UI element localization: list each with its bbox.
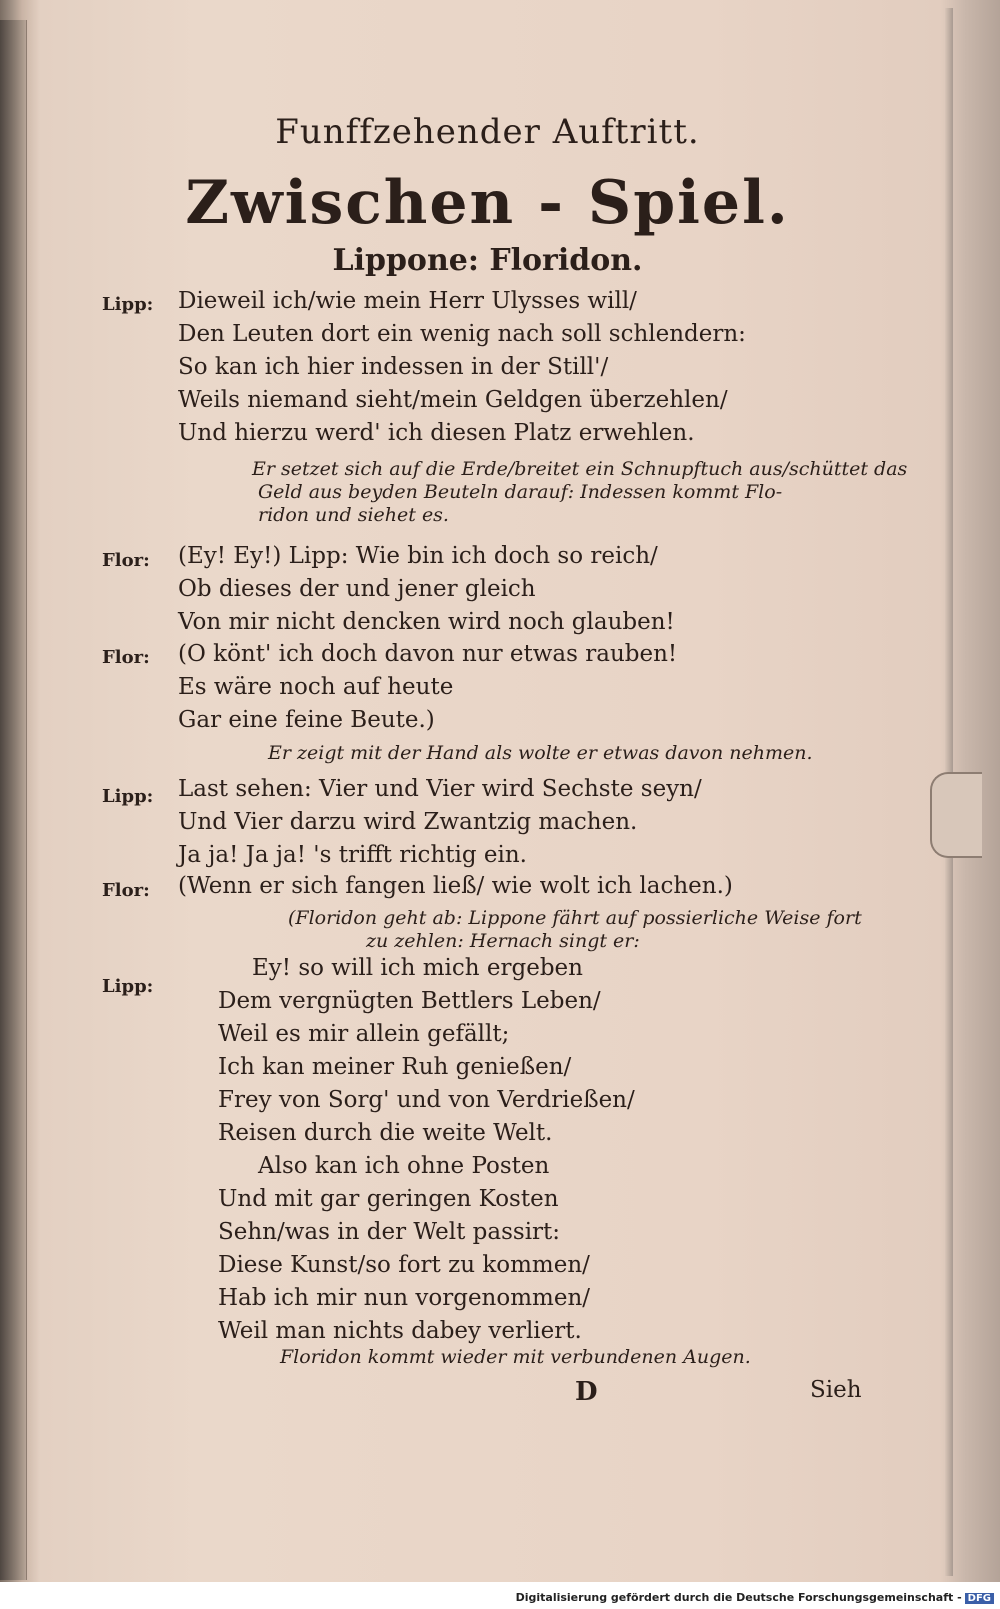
stage-direction: Er setzet sich auf die Erde/breitet ein Schnupftuch aus/schüttet das	[252, 458, 908, 480]
verse-line: Gar eine feine Beute.)	[178, 707, 435, 733]
heading-auftritt: Funffzehender Auftritt.	[275, 112, 700, 152]
speaker-label: Lipp:	[102, 294, 154, 315]
speaker-label: Flor:	[102, 647, 150, 668]
stage-direction: zu zehlen: Hernach singt er:	[366, 930, 640, 952]
verse-line: Den Leuten dort ein wenig nach soll schlendern:	[178, 321, 746, 347]
song-line: Hab ich mir nun vorgenommen/	[218, 1285, 591, 1311]
heading-persons: Lippone: Floridon.	[332, 243, 643, 278]
verse-line: Ja ja! Ja ja! 's trifft richtig ein.	[178, 842, 527, 868]
song-line: Ey! so will ich mich ergeben	[252, 955, 583, 981]
credit-text: Digitalisierung gefördert durch die Deutsche Forschungsgemeinschaft -	[515, 1591, 962, 1604]
song-line: Ich kan meiner Ruh genießen/	[218, 1054, 572, 1080]
verse-line: (Ey! Ey!) Lipp: Wie bin ich doch so reich/	[178, 543, 658, 569]
speaker-label: Lipp:	[102, 976, 154, 997]
song-line: Diese Kunst/so fort zu kommen/	[218, 1252, 590, 1278]
stage-direction: Floridon kommt wieder mit verbundenen Augen.	[280, 1346, 751, 1368]
verse-line: Es wäre noch auf heute	[178, 674, 454, 700]
verse-line: (O könt' ich doch davon nur etwas rauben!	[178, 641, 678, 667]
book-left-edge	[0, 20, 27, 1580]
song-line: Und mit gar geringen Kosten	[218, 1186, 559, 1212]
verse-line: Von mir nicht dencken wird noch glauben!	[178, 609, 675, 635]
verse-line: Und Vier darzu wird Zwantzig machen.	[178, 809, 638, 835]
verse-line: Und hierzu werd' ich diesen Platz erwehlen.	[178, 420, 695, 446]
speaker-label: Flor:	[102, 880, 150, 901]
stage-direction: Geld aus beyden Beuteln darauf: Indessen kommt Flo-	[258, 481, 783, 503]
heading-zwischenspiel: Zwischen - Spiel.	[185, 168, 790, 238]
song-line: Also kan ich ohne Posten	[258, 1153, 550, 1179]
catchword: Sieh	[810, 1377, 862, 1403]
page-content	[30, 0, 945, 1582]
verse-line: Ob dieses der und jener gleich	[178, 576, 536, 602]
song-line: Frey von Sorg' und von Verdrießen/	[218, 1087, 635, 1113]
verse-line: (Wenn er sich fangen ließ/ wie wolt ich lachen.)	[178, 873, 733, 899]
stage-direction: ridon und siehet es.	[258, 504, 449, 526]
digitization-credit	[516, 1591, 994, 1604]
signature-mark: D	[575, 1377, 598, 1407]
song-line: Sehn/was in der Welt passirt:	[218, 1219, 561, 1245]
verse-line: So kan ich hier indessen in der Still'/	[178, 354, 609, 380]
stage-direction: Er zeigt mit der Hand als wolte er etwas davon nehmen.	[268, 742, 813, 764]
speaker-label: Flor:	[102, 550, 150, 571]
verse-line: Last sehen: Vier und Vier wird Sechste seyn/	[178, 776, 702, 802]
stage-direction: (Floridon geht ab: Lippone fährt auf possierliche Weise fort	[288, 907, 862, 929]
verse-line: Dieweil ich/wie mein Herr Ulysses will/	[178, 288, 637, 314]
verse-line: Weils niemand sieht/mein Geldgen überzehlen/	[178, 387, 728, 413]
song-line: Weil man nichts dabey verliert.	[218, 1318, 582, 1344]
speaker-label: Lipp:	[102, 786, 154, 807]
dfg-logo: DFG	[965, 1593, 994, 1604]
song-line: Reisen durch die weite Welt.	[218, 1120, 553, 1146]
song-line: Dem vergnügten Bettlers Leben/	[218, 988, 601, 1014]
song-line: Weil es mir allein gefällt;	[218, 1021, 510, 1047]
